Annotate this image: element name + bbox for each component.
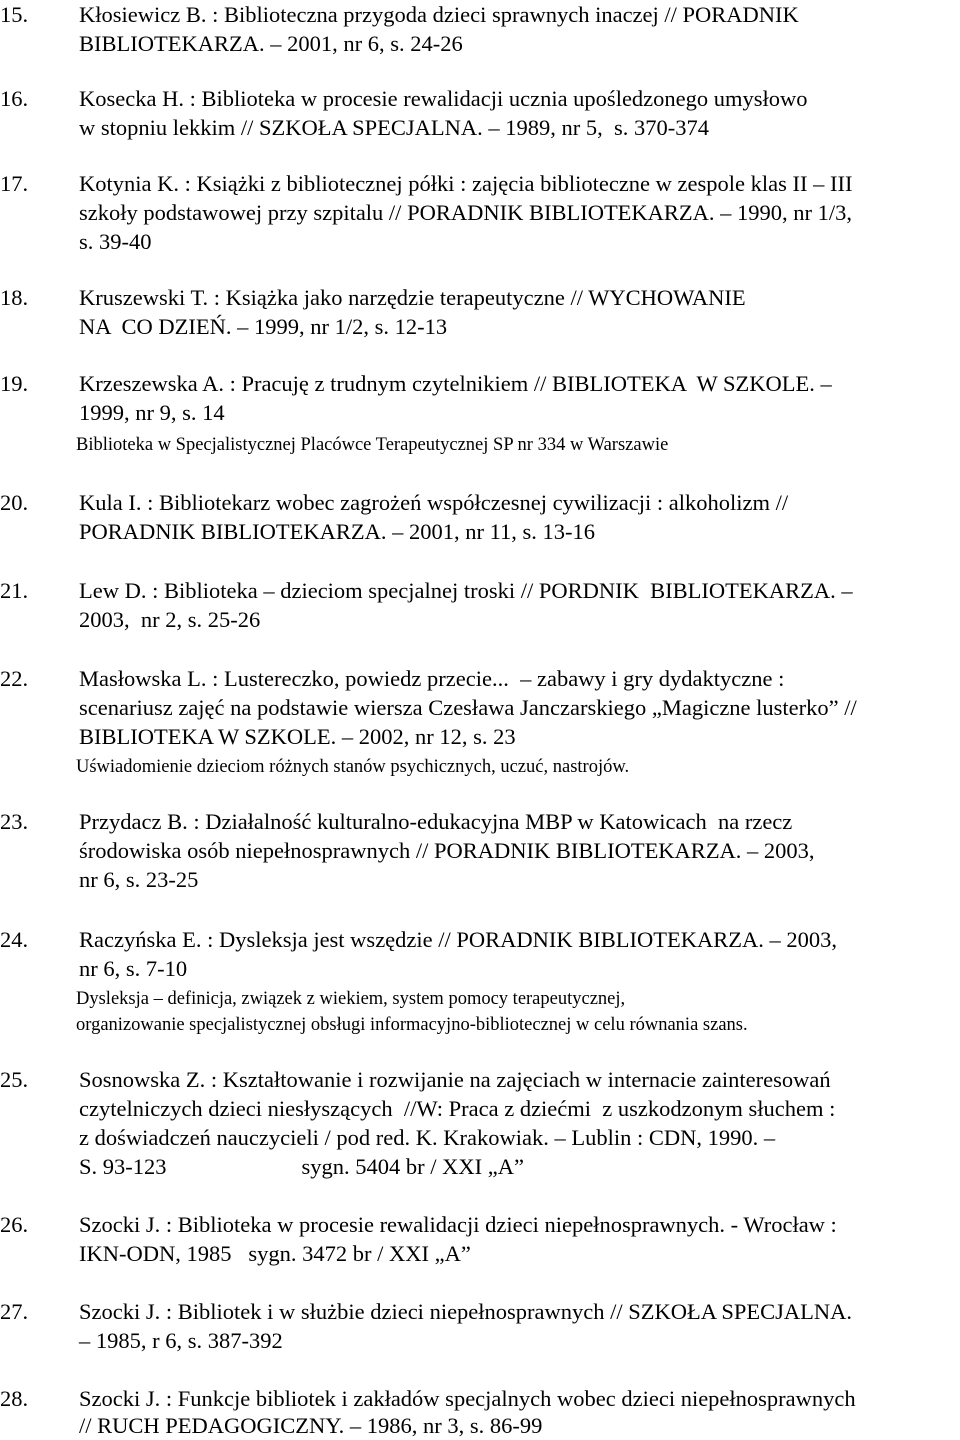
entry-annotation: Dysleksja – definicja, związek z wiekiem, system pomocy terapeutycznej, bbox=[76, 989, 626, 1009]
entry-line: w stopniu lekkim // SZKOŁA SPECJALNA. – 1989, nr 5, s. 370-374 bbox=[79, 115, 710, 140]
entry-number: 24. bbox=[0, 927, 29, 952]
entry-line: s. 39-40 bbox=[79, 229, 152, 254]
entry-line: IKN-ODN, 1985 sygn. 3472 br / XXI „A” bbox=[79, 1241, 471, 1266]
entry-number: 18. bbox=[0, 285, 29, 310]
entry-line: Kotynia K. : Książki z bibliotecznej półki : zajęcia biblioteczne w zespole klas II – III bbox=[79, 171, 853, 196]
entry-line: scenariusz zajęć na podstawie wiersza Czesława Janczarskiego „Magiczne lusterko” // bbox=[79, 695, 857, 720]
entry-number: 17. bbox=[0, 171, 29, 196]
entry-number: 16. bbox=[0, 86, 29, 111]
entry-line: Przydacz B. : Działalność kulturalno-edukacyjna MBP w Katowicach na rzecz bbox=[79, 809, 793, 834]
entry-number: 23. bbox=[0, 809, 29, 834]
entry-annotation: Uświadomienie dzieciom różnych stanów psychicznych, uczuć, nastrojów. bbox=[76, 757, 630, 777]
entry-line: BIBLIOTEKARZA. – 2001, nr 6, s. 24-26 bbox=[79, 31, 463, 56]
entry-line: Krzeszewska A. : Pracuję z trudnym czytelnikiem // BIBLIOTEKA W SZKOLE. – bbox=[79, 371, 832, 396]
entry-line: BIBLIOTEKA W SZKOLE. – 2002, nr 12, s. 23 bbox=[79, 724, 516, 749]
entry-line: Kłosiewicz B. : Biblioteczna przygoda dzieci sprawnych inaczej // PORADNIK bbox=[79, 2, 799, 27]
entry-number: 27. bbox=[0, 1299, 29, 1324]
entry-annotation: Biblioteka w Specjalistycznej Placówce Terapeutycznej SP nr 334 w Warszawie bbox=[76, 435, 669, 455]
entry-line: Szocki J. : Bibliotek i w służbie dzieci niepełnosprawnych // SZKOŁA SPECJALNA. bbox=[79, 1299, 853, 1324]
entry-line: Kruszewski T. : Książka jako narzędzie terapeutyczne // WYCHOWANIE bbox=[79, 285, 746, 310]
entry-number: 26. bbox=[0, 1212, 29, 1237]
entry-line: S. 93-123 sygn. 5404 br / XXI „A” bbox=[79, 1154, 524, 1179]
entry-line: // RUCH PEDAGOGICZNY. – 1986, nr 3, s. 86-99 bbox=[79, 1413, 543, 1438]
entry-line: z doświadczeń nauczycieli / pod red. K. Krakowiak. – Lublin : CDN, 1990. – bbox=[79, 1125, 776, 1150]
entry-line: Szocki J. : Biblioteka w procesie rewalidacji dzieci niepełnosprawnych. - Wrocław : bbox=[79, 1212, 837, 1237]
entry-annotation: organizowanie specjalistycznej obsługi informacyjno-bibliotecznej w celu równania szans. bbox=[76, 1015, 748, 1035]
entry-line: NA CO DZIEŃ. – 1999, nr 1/2, s. 12-13 bbox=[79, 314, 448, 339]
entry-line: PORADNIK BIBLIOTEKARZA. – 2001, nr 11, s. 13-16 bbox=[79, 519, 596, 544]
entry-number: 15. bbox=[0, 2, 29, 27]
entry-line: Masłowska L. : Lustereczko, powiedz przecie... – zabawy i gry dydaktyczne : bbox=[79, 666, 785, 691]
entry-line: Raczyńska E. : Dysleksja jest wszędzie // PORADNIK BIBLIOTEKARZA. – 2003, bbox=[79, 927, 838, 952]
entry-number: 19. bbox=[0, 371, 29, 396]
entry-line: – 1985, r 6, s. 387-392 bbox=[79, 1328, 283, 1353]
entry-line: 2003, nr 2, s. 25-26 bbox=[79, 607, 261, 632]
entry-number: 20. bbox=[0, 490, 29, 515]
entry-line: Sosnowska Z. : Kształtowanie i rozwijanie na zajęciach w internacie zainteresowań bbox=[79, 1067, 831, 1092]
entry-line: 1999, nr 9, s. 14 bbox=[79, 400, 225, 425]
entry-line: Lew D. : Biblioteka – dzieciom specjalnej troski // PORDNIK BIBLIOTEKARZA. – bbox=[79, 578, 853, 603]
entry-line: czytelniczych dzieci niesłyszących //W: Praca z dziećmi z uszkodzonym słuchem : bbox=[79, 1096, 836, 1121]
entry-number: 22. bbox=[0, 666, 29, 691]
entry-line: szkoły podstawowej przy szpitalu // PORADNIK BIBLIOTEKARZA. – 1990, nr 1/3, bbox=[79, 200, 853, 225]
entry-line: Kula I. : Bibliotekarz wobec zagrożeń współczesnej cywilizacji : alkoholizm // bbox=[79, 490, 789, 515]
entry-number: 21. bbox=[0, 578, 29, 603]
entry-line: środowiska osób niepełnosprawnych // PORADNIK BIBLIOTEKARZA. – 2003, bbox=[79, 838, 815, 863]
entry-line: nr 6, s. 7-10 bbox=[79, 956, 188, 981]
entry-line: Szocki J. : Funkcje bibliotek i zakładów specjalnych wobec dzieci niepełnosprawnych bbox=[79, 1386, 856, 1411]
entry-line: Kosecka H. : Biblioteka w procesie rewalidacji ucznia upośledzonego umysłowo bbox=[79, 86, 808, 111]
entry-number: 28. bbox=[0, 1386, 29, 1411]
entry-number: 25. bbox=[0, 1067, 29, 1092]
entry-line: nr 6, s. 23-25 bbox=[79, 867, 199, 892]
